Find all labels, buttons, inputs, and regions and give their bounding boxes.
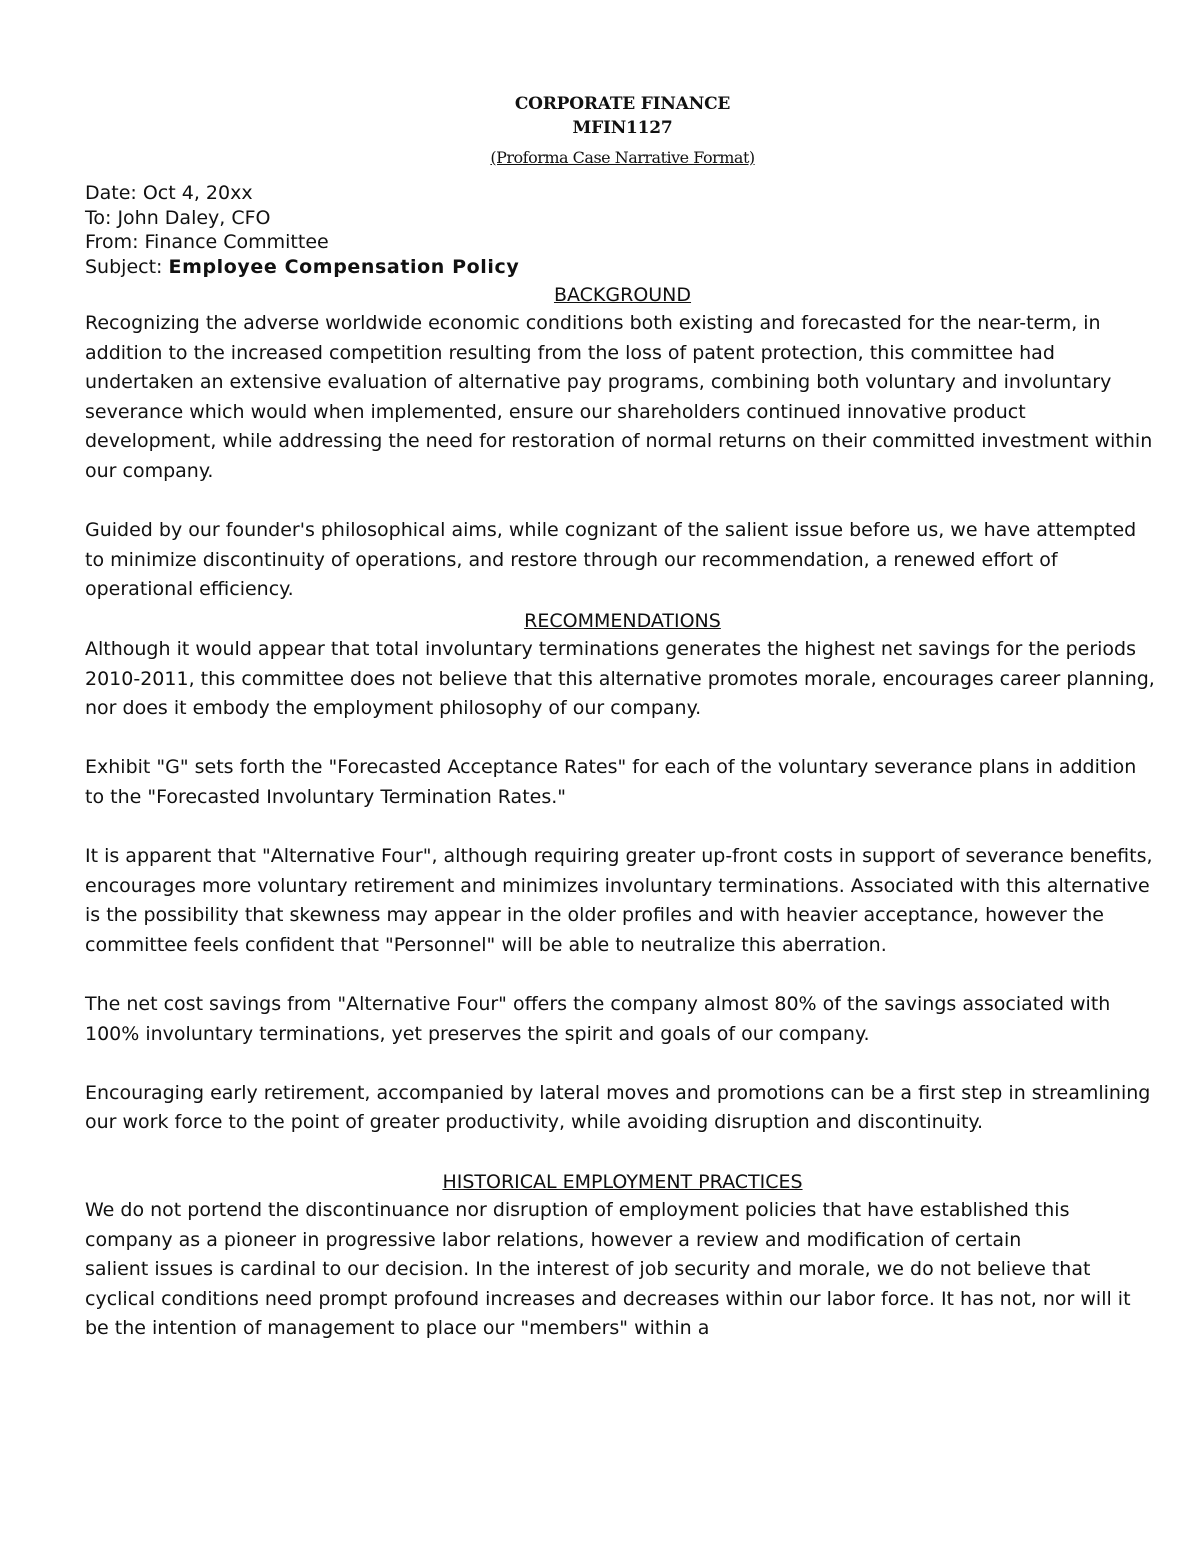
paragraph-gap [85, 960, 1160, 990]
memo-subject-value: Employee Compensation Policy [168, 255, 520, 278]
memo-from: From: Finance Committee [85, 231, 329, 253]
memo-subject-label: Subject: [85, 255, 163, 278]
recommendations-paragraph-1: Although it would appear that total involuntary terminations generates the highest net savings for the periods 2010-2011, this committee does not believe that this alternative promotes morale, encourages career planning, nor does it embody the employment philosophy of our company. [85, 637, 1155, 720]
memo-subject [85, 255, 1160, 280]
memo-to: To: John Daley, CFO [85, 206, 271, 229]
historical-paragraph-1b: salient issues is cardinal to our decision. In the interest of job security and morale, we do not believe that cyclical conditions need prompt profound increases and decreases within our labor force. It has not, nor will it be the intention of management to place our "members" within a [85, 1258, 1131, 1340]
background-paragraph-2: Guided by our founder's philosophical aims, while cognizant of the salient issue before us, we have attempted to minimize discontinuity of operations, and restore through our recommendation, a renewed effort of operational efficiency. [85, 519, 1137, 601]
format-subtitle: (Proforma Case Narrative Format) [490, 148, 755, 167]
background-heading: BACKGROUND [553, 284, 692, 306]
paragraph-gap [85, 813, 1160, 843]
document-page [85, 92, 1160, 1344]
paragraph-gap [85, 1049, 1160, 1079]
paragraph-gap [85, 1138, 1160, 1166]
historical-paragraph-1a: We do not portend the discontinuance nor disruption of employment policies that have established this company as a pioneer in progressive labor relations, however a review and modification of certain [85, 1199, 1070, 1251]
recommendations-paragraph-3: It is apparent that "Alternative Four", although requiring greater up-front costs in support of severance benefits, encourages more voluntary retirement and minimizes involuntary terminations. Associated with this alternative is the possibility that skewness may appear in the older profiles and with heavier acceptance, however the committee feels confident that "Personnel" will be able to neutralize this aberration. [85, 845, 1153, 956]
memo-block [85, 181, 1160, 279]
document-header [85, 92, 1160, 140]
historical-heading: HISTORICAL EMPLOYMENT PRACTICES [442, 1171, 803, 1194]
recommendations-paragraph-5: Encouraging early retirement, accompanied by lateral moves and promotions can be a first step in streamlining our work force to the point of greater productivity, while avoiding disruption and discontinuity. [85, 1081, 1151, 1134]
memo-date: Date: Oct 4, 20xx [85, 182, 253, 204]
recommendations-heading: RECOMMENDATIONS [524, 609, 721, 632]
paragraph-gap [85, 724, 1160, 754]
course-title: CORPORATE FINANCE [514, 94, 731, 114]
recommendations-paragraph-4: The net cost savings from "Alternative Four" offers the company almost 80% of the savings associated with 100% involuntary terminations, yet preserves the spirit and goals of our company. [85, 993, 1111, 1045]
paragraph-gap [85, 487, 1160, 517]
recommendations-paragraph-2: Exhibit "G" sets forth the "Forecasted Acceptance Rates" for each of the voluntary severance plans in addition to the "Forecasted Involuntary Termination Rates." [85, 756, 1137, 808]
background-paragraph-1: Recognizing the adverse worldwide economic conditions both existing and forecasted for the near-term, in addition to the increased competition resulting from the loss of patent protection, this committee had undertaken an extensive evaluation of alternative pay programs, combining both voluntary and involuntary severance which would when implemented, ensure our shareholders continued innovative product development, while addressing the need for restoration of normal returns on their committed investment within our company. [85, 312, 1153, 482]
course-code: MFIN1127 [572, 118, 673, 138]
